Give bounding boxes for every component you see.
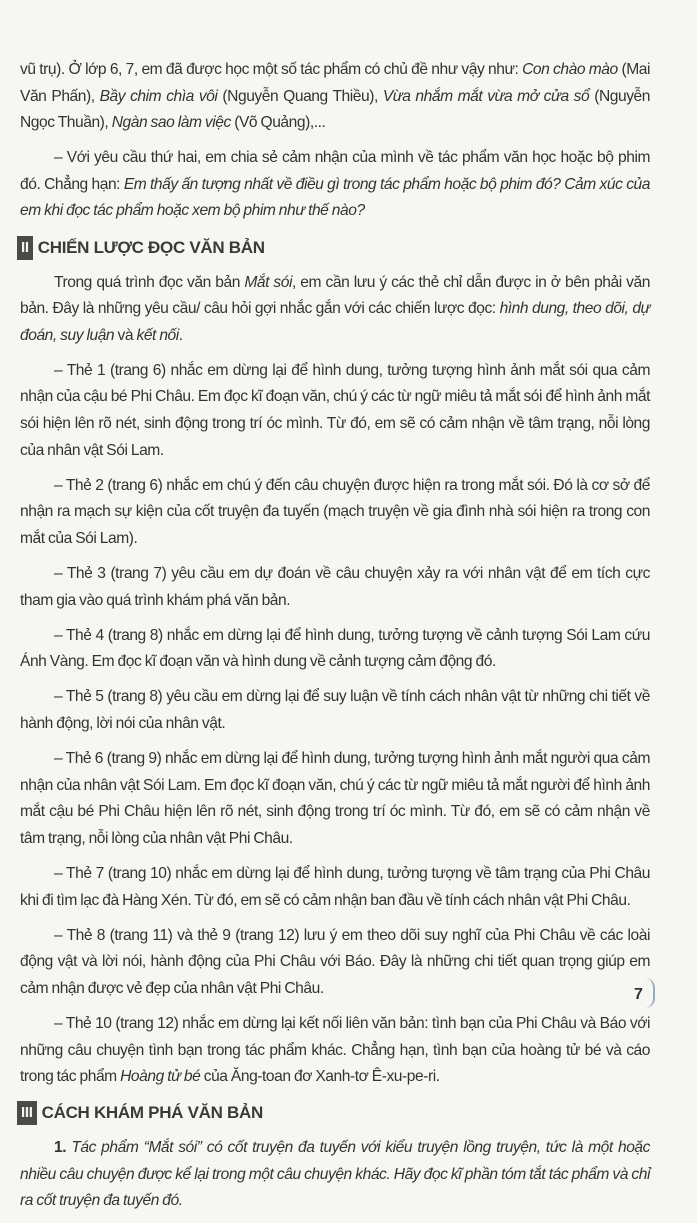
text: – Thẻ 2 (trang 6) nhắc em chú ý đến câu chuyện được hiện ra trong mắt sói. Đó là cơ sở để nhận ra mạch sự kiện của cốt truyện đa tuyến (mạch truyện về gia đình nhà sói hiện ra trong con mắt của Sói Lam). [20,476,650,547]
italic-text: kết nối [136,326,179,344]
italic-text: Con chào mào [522,61,618,78]
italic-text: hình dung, theo dõi, dự đoán, suy luận [20,300,650,344]
text: (Nguyễn Ngọc Thuần), [20,87,650,132]
text: – Thẻ 4 (trang 8) nhắc em dừng lại để hình dung, tưởng tượng về cảnh tượng Sói Lam cứu Ánh Vàng. Em đọc kĩ đoạn văn và hình dung về cảnh tượng cảm động đó. [20,626,650,671]
paragraph [20,1011,650,1091]
paragraph [20,57,650,137]
text: – Thẻ 7 (trang 10) nhắc em dừng lại để hình dung, tưởng tượng về tâm trạng của Phi Châu khi đi tìm lạc đà Hàng Xén. Từ đó, em sẽ có cảm nhận ban đầu về tính cách nhân vật Phi Châu. [20,864,650,909]
italic-text: Mắt sói [244,273,292,291]
page-number-bracket [645,978,655,1008]
text: (Võ Quảng),... [230,114,326,132]
paragraph [20,746,650,852]
section-number: II [17,236,33,260]
text: 1. [54,1139,67,1157]
text: – Thẻ 8 (trang 11) và thẻ 9 (trang 12) lưu ý em theo dõi suy nghĩ của Phi Châu về các loài động vật và lời nói, hành động của Phi Châu với Báo. Đây là những chi tiết quan trọng giúp em cảm nhận được vẻ đẹp của nhân vật Phi Châu. [20,926,650,997]
text: – Thẻ 5 (trang 8) yêu cầu em dừng lại để suy luận về tính cách nhân vật từ những chi tiết về hành động, lời nói của nhân vật. [20,688,650,732]
section-heading [17,234,650,262]
italic-text: Hoàng tử bé [120,1068,201,1086]
text: – Thẻ 10 (trang 12) nhắc em dừng lại kết nối liên văn bản: tình bạn của Phi Châu và Báo với những câu chuyện tình bạn trong tác phẩm khác. Chẳng hạn, tình bạn của hoàng tử bé và cáo trong tác phẩm [20,1014,650,1086]
page-content [20,57,650,1223]
section-heading [17,1099,650,1127]
paragraph [20,623,650,676]
text: và [114,326,137,344]
text: Trong quá trình đọc văn bản [54,273,245,291]
paragraph [20,1135,650,1215]
text: của Ăng-toan đơ Xanh-tơ Ê-xu-pe-ri. [200,1068,440,1086]
text: – Với yêu cầu thứ hai, em chia sẻ cảm nhận của mình về tác phẩm văn học hoặc bộ phim đó. Chẳng hạn: [20,149,650,193]
text: , em cần lưu ý các thẻ chỉ dẫn được in ở bên phải văn bản. Đây là những yêu cầu/ câu hỏi gợi nhắc gắn với các chiến lược đọc: [20,273,650,318]
italic-text: Tác phẩm “Mắt sói” có cốt truyện đa tuyến với kiểu truyện lồng truyện, tức là một hoặc nhiều câu chuyện được kể lại trong một câu chuyện khác. Hãy đọc kĩ phần tóm tắt tác phẩm và chỉ ra cốt truyện đa tuyến đó. [20,1139,650,1210]
section-title: CHIẾN LƯỢC ĐỌC VĂN BẢN [37,237,265,257]
text: – Thẻ 6 (trang 9) nhắc em dừng lại để hình dung, tưởng tượng hình ảnh mắt người qua cảm nhận của nhân vật Sói Lam. Em đọc kĩ đoạn văn, chú ý các từ ngữ miêu tả mắt người để hình ảnh mắt cậu bé Phi Châu hiện lên rõ nét, sinh động trong trí óc mình. Từ đó, em sẽ có cảm nhận về tâm trạng, nỗi lòng của nhân vật Phi Châu. [20,750,650,847]
text: vũ trụ). Ở lớp 6, 7, em đã được học một số tác phẩm có chủ đề như vậy như: [20,61,523,78]
paragraph [20,270,650,350]
paragraph [20,561,650,614]
paragraph [20,684,650,737]
text: – Thẻ 1 (trang 6) nhắc em dừng lại để hình dung, tưởng tượng hình ảnh mắt sói qua cảm nhận của cậu bé Phi Châu. Em đọc kĩ đoạn văn, chú ý các từ ngữ miêu tả mắt sói để hình ảnh mắt sói hiện lên rõ nét, sinh động trong trí óc mình. Từ đó, em sẽ có cảm nhận về tâm trạng, nỗi lòng của nhân vật Sói Lam. [20,361,650,459]
italic-text: Vừa nhắm mắt vừa mở cửa sổ [382,87,590,105]
page-number: 7 [634,986,643,1003]
italic-text: Ngàn sao làm việc [111,114,231,132]
paragraph [20,473,650,553]
paragraph [20,358,650,464]
italic-text: Em thấy ấn tượng nhất về điều gì trong tác phẩm hoặc bộ phim đó? Cảm xúc của em khi đọc tác phẩm hoặc xem bộ phim như thế nào? [20,175,650,220]
text: (Nguyễn Quang Thiều), [217,87,383,105]
text: . [178,326,183,344]
section-title: CÁCH KHÁM PHÁ VĂN BẢN [41,1103,263,1123]
paragraph [20,145,650,225]
paragraph [20,923,650,1003]
text: (Mai Văn Phấn), [20,61,650,105]
text: – Thẻ 3 (trang 7) yêu cầu em dự đoán về câu chuyện xảy ra với nhân vật để em tích cực tham gia vào quá trình khám phá văn bản. [20,565,650,609]
paragraph [20,861,650,914]
section-number: III [17,1101,37,1125]
italic-text: Bầy chim chìa vôi [99,87,218,105]
